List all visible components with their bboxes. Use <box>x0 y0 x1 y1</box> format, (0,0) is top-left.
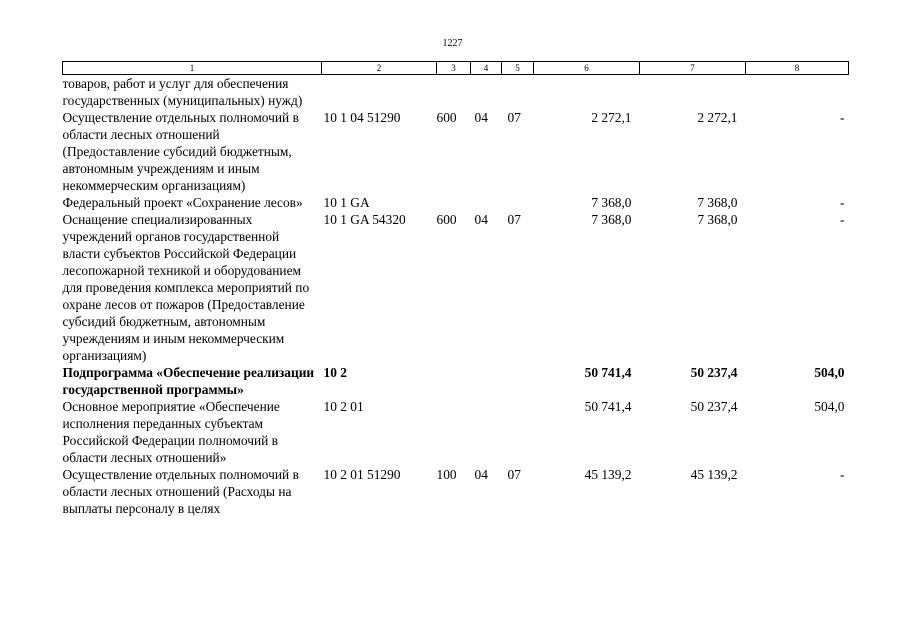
amount-col8: - <box>840 195 845 210</box>
target-article-code: 10 2 <box>323 365 347 380</box>
row-name: товаров, работ и услуг для обеспечения государственных (муниципальных) нужд) <box>62 76 303 108</box>
subsection-code: 07 <box>507 212 521 227</box>
amount-col7: 50 237,4 <box>690 365 738 380</box>
amount-col6: 7 368,0 <box>591 195 632 210</box>
expense-type-code <box>437 398 471 466</box>
subsection-code <box>502 398 534 466</box>
amount-col6: 50 741,4 <box>584 365 632 380</box>
row-name: Федеральный проект «Сохранение лесов» <box>62 195 303 210</box>
target-article-code <box>322 75 437 110</box>
amount-col8 <box>746 75 849 110</box>
table-row <box>63 194 849 211</box>
amount-col8: 504,0 <box>814 399 845 414</box>
expense-type-code <box>437 75 471 110</box>
table-row <box>63 364 849 398</box>
expense-type-code: 100 <box>436 467 457 482</box>
expense-type-code: 600 <box>436 110 457 125</box>
amount-col7 <box>640 75 746 110</box>
column-number: 5 <box>502 62 534 75</box>
expense-type-code <box>437 364 471 398</box>
row-name: Подпрограмма «Обеспечение реализации государственной программы» <box>62 365 315 397</box>
section-code: 04 <box>474 110 488 125</box>
table-row <box>63 211 849 364</box>
amount-col6: 7 368,0 <box>591 212 632 227</box>
row-name: Оснащение специализированных учреждений органов государственной власти субъектов Российской Федерации лесопожарной техникой и оборудованием для проведения комплекса мероприятий по охране лесов от пожаров (Предоставление субсидий бюджетным, автономным учреждениям и иным некоммерческим организациям) <box>62 212 310 363</box>
table-row <box>63 466 849 517</box>
amount-col7: 45 139,2 <box>690 467 738 482</box>
expense-type-code <box>437 194 471 211</box>
column-number: 3 <box>437 62 471 75</box>
budget-table <box>62 61 849 517</box>
subsection-code <box>502 194 534 211</box>
row-name: Осуществление отдельных полномочий в области лесных отношений (Предоставление субсидий бюджетным, автономным учреждениям и иным некоммерческим организациям) <box>62 110 299 193</box>
section-code: 04 <box>474 467 488 482</box>
amount-col7: 7 368,0 <box>697 212 738 227</box>
amount-col6: 2 272,1 <box>591 110 632 125</box>
row-name: Основное мероприятие «Обеспечение исполнения переданных субъектам Российской Федерации полномочий в области лесных отношений» <box>62 399 280 465</box>
subsection-code <box>502 75 534 110</box>
amount-col6: 50 741,4 <box>584 399 632 414</box>
table-row <box>63 398 849 466</box>
target-article-code: 10 2 01 51290 <box>323 467 401 482</box>
amount-col7: 2 272,1 <box>697 110 738 125</box>
column-number-row <box>63 62 849 75</box>
amount-col8: - <box>840 467 845 482</box>
section-code <box>471 398 502 466</box>
column-number: 7 <box>640 62 746 75</box>
subsection-code: 07 <box>507 467 521 482</box>
column-number: 4 <box>471 62 502 75</box>
column-number: 1 <box>63 62 322 75</box>
target-article-code: 10 1 GA 54320 <box>323 212 406 227</box>
column-number: 6 <box>534 62 640 75</box>
amount-col7: 50 237,4 <box>690 399 738 414</box>
amount-col6: 45 139,2 <box>584 467 632 482</box>
section-code: 04 <box>474 212 488 227</box>
row-name: Осуществление отдельных полномочий в области лесных отношений (Расходы на выплаты персоналу в целях <box>62 467 299 516</box>
target-article-code: 10 2 01 <box>323 399 364 414</box>
column-number: 2 <box>322 62 437 75</box>
column-number: 8 <box>746 62 849 75</box>
target-article-code: 10 1 04 51290 <box>323 110 401 125</box>
expense-type-code: 600 <box>436 212 457 227</box>
table-row <box>63 109 849 194</box>
page-number: 1227 <box>442 38 463 49</box>
section-code <box>471 75 502 110</box>
section-code <box>471 364 502 398</box>
amount-col7: 7 368,0 <box>697 195 738 210</box>
table-row <box>63 75 849 110</box>
subsection-code: 07 <box>507 110 521 125</box>
amount-col6 <box>534 75 640 110</box>
section-code <box>471 194 502 211</box>
amount-col8: - <box>840 212 845 227</box>
subsection-code <box>502 364 534 398</box>
target-article-code: 10 1 GA <box>323 195 370 210</box>
amount-col8: 504,0 <box>814 365 845 380</box>
amount-col8: - <box>840 110 845 125</box>
